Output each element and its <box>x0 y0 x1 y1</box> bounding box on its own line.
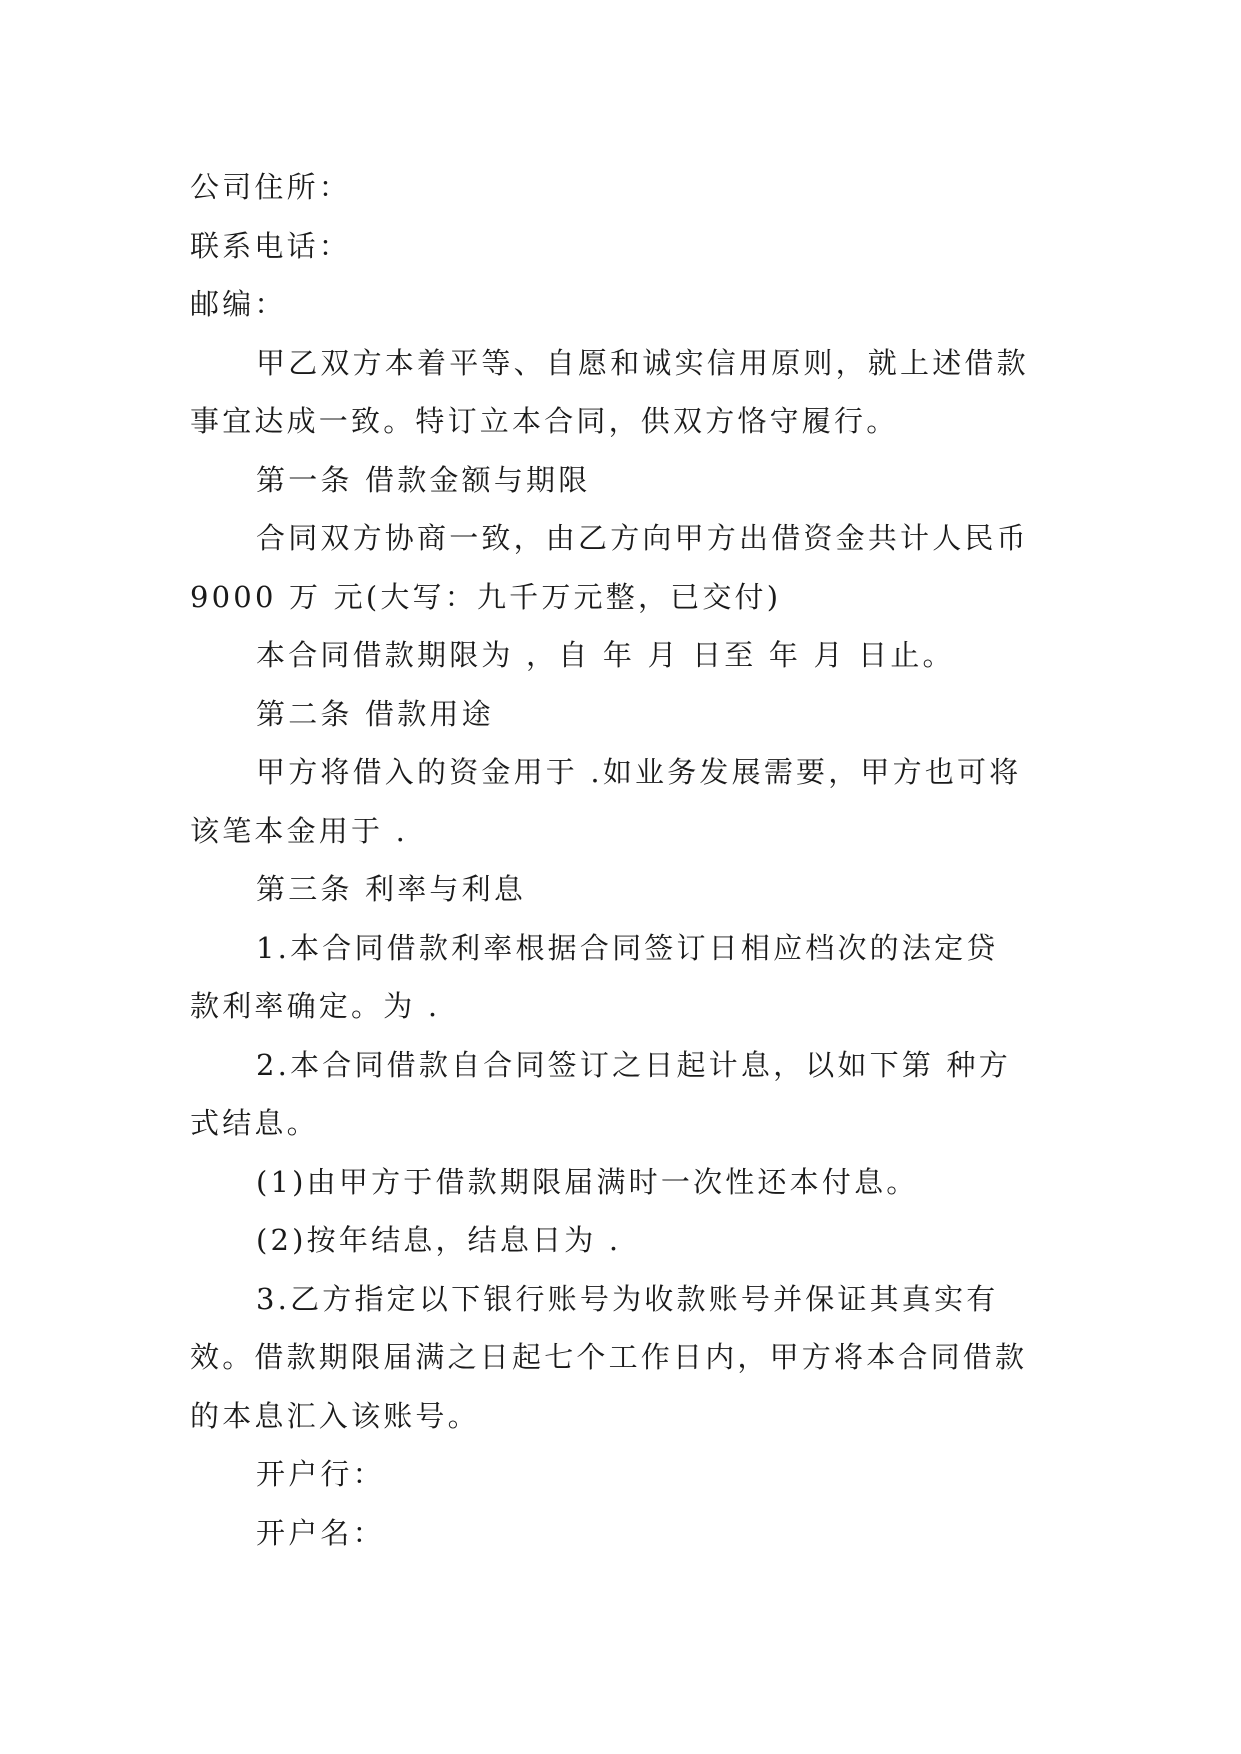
postcode-label: 邮编： <box>190 287 287 321</box>
clause-3-line-3: 的本息汇入该账号。 <box>190 1398 480 1433</box>
article-2-line-2: 该笔本金用于 . <box>190 813 409 848</box>
article-2-line-1: 甲方将借入的资金用于 .如业务发展需要，甲方也可将 <box>256 755 1022 789</box>
contract-body <box>190 158 1050 1562</box>
contact-phone-label: 联系电话： <box>190 228 352 263</box>
account-name-label: 开户名： <box>256 1515 385 1550</box>
clause-3-line-2: 效。借款期限届满之日起七个工作日内，甲方将本合同借款 <box>190 1340 1028 1374</box>
bank-name-label: 开户行： <box>256 1457 385 1491</box>
company-address-label: 公司住所： <box>190 170 352 204</box>
article-1-line-1: 合同双方协商一致，由乙方向甲方出借资金共计人民币 <box>256 521 1029 555</box>
loan-term-line: 本合同借款期限为 ，自 年 月 日至 年 月 日止。 <box>256 638 955 672</box>
clause-1-line-1: 1.本合同借款利率根据合同签订日相应档次的法定贷 <box>256 930 999 965</box>
clause-2-line-1: 2.本合同借款自合同签订之日起计息，以如下第 种方 <box>256 1047 1011 1082</box>
preamble-line-2: 事宜达成一致。特订立本合同，供双方恪守履行。 <box>190 404 899 438</box>
article-2-heading: 第二条 借款用途 <box>256 696 494 731</box>
preamble-line-1: 甲乙双方本着平等、自愿和诚实信用原则，就上述借款 <box>256 345 1029 380</box>
option-2-line: (2)按年结息，结息日为 . <box>256 1223 622 1257</box>
article-1-heading: 第一条 借款金额与期限 <box>256 462 591 497</box>
clause-2-line-2: 式结息。 <box>190 1106 319 1140</box>
clause-3-line-1: 3.乙方指定以下银行账号为收款账号并保证其真实有 <box>256 1281 999 1316</box>
article-1-line-2: 9000 万 元(大写：九千万元整，已交付) <box>190 579 782 614</box>
option-1-line: (1)由甲方于借款期限届满时一次性还本付息。 <box>256 1164 919 1199</box>
clause-1-line-2: 款利率确定。为 . <box>190 989 441 1023</box>
article-3-heading: 第三条 利率与利息 <box>256 872 527 906</box>
